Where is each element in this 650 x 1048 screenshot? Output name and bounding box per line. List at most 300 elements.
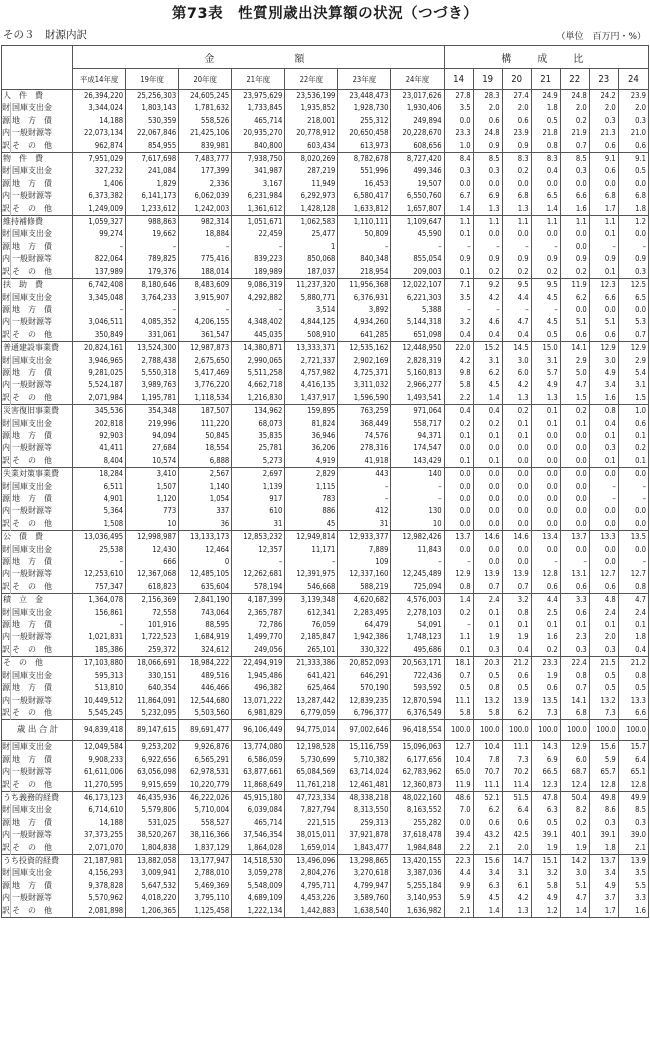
amount-cell: 3,009,941 [126,867,179,879]
source-marker: 内 [2,442,11,454]
source-marker: 源 [2,430,11,442]
source-marker: 源 [2,754,11,766]
source-row [2,880,649,892]
amount-cell: 3,059,278 [232,867,285,879]
ratio-cell: 0.6 [589,581,618,594]
ratio-cell: 0.3 [444,165,473,177]
amount-cell: 26,394,220 [73,90,126,103]
ratio-cell: 0.6 [589,140,618,153]
source-row [2,682,649,694]
amount-cell: 174,547 [391,442,444,454]
ratio-cell: 3.4 [589,867,618,879]
source-row [2,481,649,493]
amount-cell: 1,222,134 [232,905,285,918]
amount-cell: 4,934,260 [338,316,391,328]
source-marker: 内 [2,892,11,904]
amount-cell: 25,781 [232,442,285,454]
amount-cell: 12,391,975 [285,568,338,580]
amount-cell: 62,978,531 [179,766,232,778]
ratio-cell: 9.9 [444,880,473,892]
ratio-cell: 13.3 [618,695,648,707]
amount-cell: 12,485,105 [179,568,232,580]
ratio-cell: – [589,493,618,505]
ratio-cell: 0.0 [589,544,618,556]
ratio-cell: 13.2 [473,695,502,707]
ratio-cell: 8.5 [618,804,648,816]
source-row [2,418,649,430]
ratio-cell: 14.7 [502,854,531,867]
amount-cell: 18,066,691 [126,657,179,670]
ratio-cell: 0.1 [531,405,560,418]
ratio-cell: 8.6 [589,804,618,816]
amount-cell: 23,536,199 [285,90,338,103]
ratio-cell: 6.5 [618,292,648,304]
amount-cell: 20,778,912 [285,127,338,139]
source-row [2,115,649,127]
source-marker: 源 [2,178,11,190]
source-marker: 財 [2,418,11,430]
ratio-cell: 0.4 [502,329,531,342]
ratio-cell: 7.3 [589,707,618,720]
amount-cell: 45,915,180 [232,791,285,804]
amount-cell: 1,120 [126,493,179,505]
ratio-cell: 0.6 [560,329,589,342]
amount-cell: 62,783,962 [391,766,444,778]
amount-cell: 12,464 [179,544,232,556]
amount-cell: 595,313 [73,670,126,682]
ratio-cell: 2.0 [560,102,589,114]
ratio-cell: 68.7 [560,766,589,778]
ratio-cell: 3.2 [502,594,531,607]
ratio-cell: 13.2 [589,695,618,707]
amount-cell: 185,386 [73,644,126,657]
ratio-cell: 66.5 [531,766,560,778]
row-header-cell [2,46,73,90]
ratio-cell: 0.2 [502,405,531,418]
ratio-cell: – [589,241,618,253]
ratio-cell: 1.1 [444,216,473,229]
source-marker: 源 [2,304,11,316]
source-label: 地 方 債 [11,430,73,442]
amount-cell: 4,757,982 [285,367,338,379]
amount-cell: 3,776,220 [179,379,232,391]
amount-cell: 962,874 [73,140,126,153]
amount-cell: 330,151 [126,670,179,682]
amount-cell: 618,823 [126,581,179,594]
amount-cell: 1,051,671 [232,216,285,229]
amount-cell: 840,348 [338,253,391,265]
amount-cell: 8,782,678 [338,153,391,166]
source-marker: 財 [2,741,11,754]
amount-cell: – [232,304,285,316]
amount-cell: 219,996 [126,418,179,430]
source-row [2,379,649,391]
source-label: 国庫支出金 [11,804,73,816]
ratio-cell: 2.0 [589,102,618,114]
amount-cell: 1,984,848 [391,842,444,855]
amount-cell: 22,073,134 [73,127,126,139]
ratio-cell: 1.6 [560,203,589,216]
amount-cell: 11,270,595 [73,779,126,792]
amount-cell: 12,357 [232,544,285,556]
ratio-cell: 70.2 [502,766,531,778]
amount-cell: 722,436 [391,670,444,682]
amount-cell: 840,800 [232,140,285,153]
ratio-cell: 2.0 [502,102,531,114]
amount-cell: 21,425,106 [179,127,232,139]
ratio-cell: 2.1 [473,842,502,855]
amount-cell: 1,249,009 [73,203,126,216]
ratio-cell: 0.7 [473,581,502,594]
ratio-cell: 12.5 [618,279,648,292]
amount-cell: 25,538 [73,544,126,556]
ratio-cell: 0.3 [589,442,618,454]
ratio-cell: 21.0 [618,127,648,139]
ratio-cell: 6.7 [444,190,473,202]
amount-cell: 6,373,382 [73,190,126,202]
ratio-cell: 11.4 [502,779,531,792]
ratio-cell: 6.0 [502,367,531,379]
ratio-cell: 1.8 [618,203,648,216]
amount-cell: 8,404 [73,455,126,468]
ratio-cell: 4.6 [473,316,502,328]
amount-cell: 1,733,845 [232,102,285,114]
source-marker: 源 [2,682,11,694]
ratio-cell: – [560,556,589,568]
amount-cell: 94,775,014 [285,720,338,741]
amount-cell: 1,508 [73,518,126,531]
ratio-cell: 0.0 [589,178,618,190]
ratio-cell: 12.9 [589,342,618,355]
amount-cell: 3,046,511 [73,316,126,328]
amount-cell: 25,477 [285,228,338,240]
amount-cell: 65,084,569 [285,766,338,778]
amount-cell: 134,962 [232,405,285,418]
source-label: 地 方 債 [11,556,73,568]
ratio-cell: 9.5 [502,279,531,292]
ratio-cell: 0.0 [502,518,531,531]
ratio-cell: 0.0 [473,442,502,454]
source-label: 地 方 債 [11,619,73,631]
amount-cell: 6,922,656 [126,754,179,766]
ratio-cell: 4.9 [531,379,560,391]
amount-cell: 241,084 [126,165,179,177]
amount-cell: 5,647,532 [126,880,179,892]
amount-cell: 4,725,371 [338,367,391,379]
ratio-cell: 1.5 [618,392,648,405]
amount-cell: 187,037 [285,266,338,279]
ratio-cell: 100.0 [589,720,618,741]
ratio-cell: 0.5 [473,670,502,682]
source-row [2,892,649,904]
category-row [2,153,649,166]
source-label: 国庫支出金 [11,670,73,682]
amount-cell: 1,195,781 [126,392,179,405]
amount-cell: 1,829 [126,178,179,190]
amount-cell: 1,062,583 [285,216,338,229]
ratio-cell: 1.3 [531,392,560,405]
amount-cell: 5,388 [391,304,444,316]
amount-cell: 143,429 [391,455,444,468]
ratio-cell: 4.9 [589,367,618,379]
amount-cell: 109 [338,556,391,568]
ratio-cell: 0.1 [473,619,502,631]
amount-cell: 2,071,070 [73,842,126,855]
source-label: 一般財源等 [11,442,73,454]
amount-cell: 10,574 [126,455,179,468]
amount-cell: 41,411 [73,442,126,454]
amount-cell: 3,946,965 [73,355,126,367]
ratio-cell: 2.4 [473,594,502,607]
ratio-cell: 0.0 [502,556,531,568]
ratio-cell: 0.6 [502,115,531,127]
amount-cell: 2,902,169 [338,355,391,367]
ratio-cell: 12.8 [589,779,618,792]
amount-cell: 130 [391,505,444,517]
amount-cell: 3,270,618 [338,867,391,879]
amount-cell: 187,507 [179,405,232,418]
amount-cell: 757,347 [73,581,126,594]
ratio-year-header: 22 [560,69,589,90]
amount-cell: 1,125,458 [179,905,232,918]
ratio-cell: 39.0 [618,829,648,841]
ratio-cell: 1.9 [502,631,531,643]
ratio-cell: 5.8 [444,707,473,720]
ratio-cell: – [502,304,531,316]
amount-cell: 1,054 [179,493,232,505]
source-label: 地 方 債 [11,304,73,316]
ratio-cell: 3.1 [502,867,531,879]
amount-cell: 1,206,365 [126,905,179,918]
amount-cell: 4,348,402 [232,316,285,328]
amount-cell: 46,435,936 [126,791,179,804]
amount-cell: 13,774,080 [232,741,285,754]
ratio-cell: 7.3 [502,754,531,766]
ratio-cell: 0.4 [473,405,502,418]
source-marker: 源 [2,367,11,379]
source-row [2,165,649,177]
amount-cell: 20,228,670 [391,127,444,139]
amount-cell: 508,910 [285,329,338,342]
amount-cell: 6,580,417 [338,190,391,202]
source-label: そ の 他 [11,581,73,594]
ratio-cell: 0.6 [473,115,502,127]
ratio-cell: 0.0 [473,493,502,505]
source-row [2,817,649,829]
source-label: 一般財源等 [11,505,73,517]
source-label: 地 方 債 [11,682,73,694]
amount-cell: – [391,241,444,253]
amount-cell: 412 [338,505,391,517]
ratio-cell: – [618,241,648,253]
ratio-cell: 0.1 [618,619,648,631]
year-header: 24年度 [391,69,444,90]
ratio-cell: – [618,481,648,493]
ratio-cell: 0.4 [618,644,648,657]
ratio-cell: 1.5 [560,392,589,405]
amount-cell: 443 [338,468,391,481]
amount-cell: 513,810 [73,682,126,694]
category-label: そ の 他 [2,657,73,670]
ratio-cell: 0.0 [444,493,473,505]
amount-cell: 37,618,478 [391,829,444,841]
ratio-cell: 14.2 [560,854,589,867]
category-row [2,405,649,418]
amount-cell: 189,989 [232,266,285,279]
source-row [2,127,649,139]
source-row [2,607,649,619]
amount-cell: 1,216,830 [232,392,285,405]
ratio-cell: 0.0 [531,505,560,517]
amount-cell: 3,410 [126,468,179,481]
amount-cell: 6,565,291 [179,754,232,766]
amount-cell: 2,841,190 [179,594,232,607]
source-row [2,292,649,304]
ratio-cell: 0.0 [560,455,589,468]
source-row [2,316,649,328]
amount-cell: 3,514 [285,304,338,316]
amount-cell: 11,843 [391,544,444,556]
amount-cell: 22,494,919 [232,657,285,670]
ratio-cell: 0.1 [589,228,618,240]
source-label: 国庫支出金 [11,867,73,879]
amount-cell: 551,996 [338,165,391,177]
ratio-cell: 6.8 [589,190,618,202]
amount-cell: 4,085,352 [126,316,179,328]
amount-cell: 6,221,303 [391,292,444,304]
amount-cell: – [179,304,232,316]
ratio-cell: 4.4 [444,867,473,879]
amount-cell: 11,949 [285,178,338,190]
category-label: 扶 助 費 [2,279,73,292]
ratio-cell: 1.7 [589,905,618,918]
ratio-cell: 5.7 [531,367,560,379]
source-label: 地 方 債 [11,115,73,127]
amount-cell: 2,185,847 [285,631,338,643]
amount-cell: 613,973 [338,140,391,153]
ratio-cell: 49.9 [618,791,648,804]
amount-cell: 12,022,107 [391,279,444,292]
ratio-cell: 0.0 [589,468,618,481]
ratio-cell: 14.5 [502,342,531,355]
amount-cell: 38,015,011 [285,829,338,841]
ratio-cell: 0.9 [560,253,589,265]
source-label: 地 方 債 [11,178,73,190]
ratio-cell: 4.4 [502,292,531,304]
ratio-cell: 0.1 [502,430,531,442]
amount-cell: 46,173,123 [73,791,126,804]
ratio-cell: 1.3 [502,392,531,405]
ratio-cell: 3.2 [444,316,473,328]
ratio-cell: 4.9 [589,880,618,892]
ratio-cell: 1.4 [473,905,502,918]
ratio-cell: 0.9 [473,253,502,265]
ratio-cell: 1.9 [473,631,502,643]
amount-cell: 14,518,530 [232,854,285,867]
source-marker: 内 [2,379,11,391]
amount-cell: 11,237,320 [285,279,338,292]
ratio-cell: 0.3 [473,644,502,657]
ratio-cell: 0.7 [502,581,531,594]
ratio-cell: 0.0 [560,228,589,240]
amount-cell: 5,469,369 [179,880,232,892]
amount-cell: 1,657,807 [391,203,444,216]
ratio-cell: 21.2 [618,657,648,670]
amount-cell: 12,253,610 [73,568,126,580]
ratio-cell: 1.8 [618,631,648,643]
ratio-cell: 0.4 [473,329,502,342]
amount-cell: 2,567 [179,468,232,481]
source-label: 一般財源等 [11,766,73,778]
ratio-cell: 0.1 [502,418,531,430]
amount-cell: 94,371 [391,430,444,442]
ratio-cell: 3.4 [589,379,618,391]
source-label: そ の 他 [11,644,73,657]
amount-cell: 2,365,787 [232,607,285,619]
amount-cell: 14,188 [73,115,126,127]
source-label: 国庫支出金 [11,544,73,556]
year-header: 21年度 [232,69,285,90]
amount-cell: 15,096,063 [391,741,444,754]
source-row [2,355,649,367]
ratio-cell: 0.0 [531,481,560,493]
ratio-cell: 48.6 [444,791,473,804]
ratio-cell: 1.9 [560,842,589,855]
amount-cell: 99,274 [73,228,126,240]
source-row [2,367,649,379]
ratio-cell: 0.8 [618,581,648,594]
year-header: 平成14年度 [73,69,126,90]
amount-cell: 331,061 [126,329,179,342]
ratio-cell: 3.5 [444,292,473,304]
ratio-cell: 1.1 [560,216,589,229]
ratio-cell: 0.9 [473,140,502,153]
amount-cell: 8,020,269 [285,153,338,166]
amount-cell: 5,579,806 [126,804,179,816]
ratio-cell: 3.5 [444,102,473,114]
amount-cell: 2,966,277 [391,379,444,391]
ratio-cell: 0.3 [589,115,618,127]
source-row [2,329,649,342]
source-row [2,741,649,754]
source-marker: 訳 [2,266,11,279]
amount-cell: 350,849 [73,329,126,342]
ratio-cell: 12.3 [589,279,618,292]
amount-cell: 48,338,218 [338,791,391,804]
amount-cell: 4,662,718 [232,379,285,391]
amount-cell: 13,133,173 [179,531,232,544]
amount-cell: 1,684,919 [179,631,232,643]
amount-cell: 12,367,068 [126,568,179,580]
amount-cell: 783 [285,493,338,505]
amount-cell: 11,864,091 [126,695,179,707]
amount-cell: 1,428,128 [285,203,338,216]
amount-cell: 81,824 [285,418,338,430]
amount-cell: 68,073 [232,418,285,430]
category-label: 普通建設事業費 [2,342,73,355]
ratio-cell: 0.0 [618,228,648,240]
amount-cell: 5,550,318 [126,367,179,379]
amount-cell: 1 [285,241,338,253]
ratio-cell: 0.1 [589,619,618,631]
source-marker: 財 [2,165,11,177]
amount-cell: 54,091 [391,619,444,631]
amount-cell: 35,835 [232,430,285,442]
amount-cell: 218,954 [338,266,391,279]
ratio-cell: 13.9 [618,854,648,867]
ratio-cell: 6.6 [618,707,648,720]
ratio-cell: 0.1 [560,418,589,430]
